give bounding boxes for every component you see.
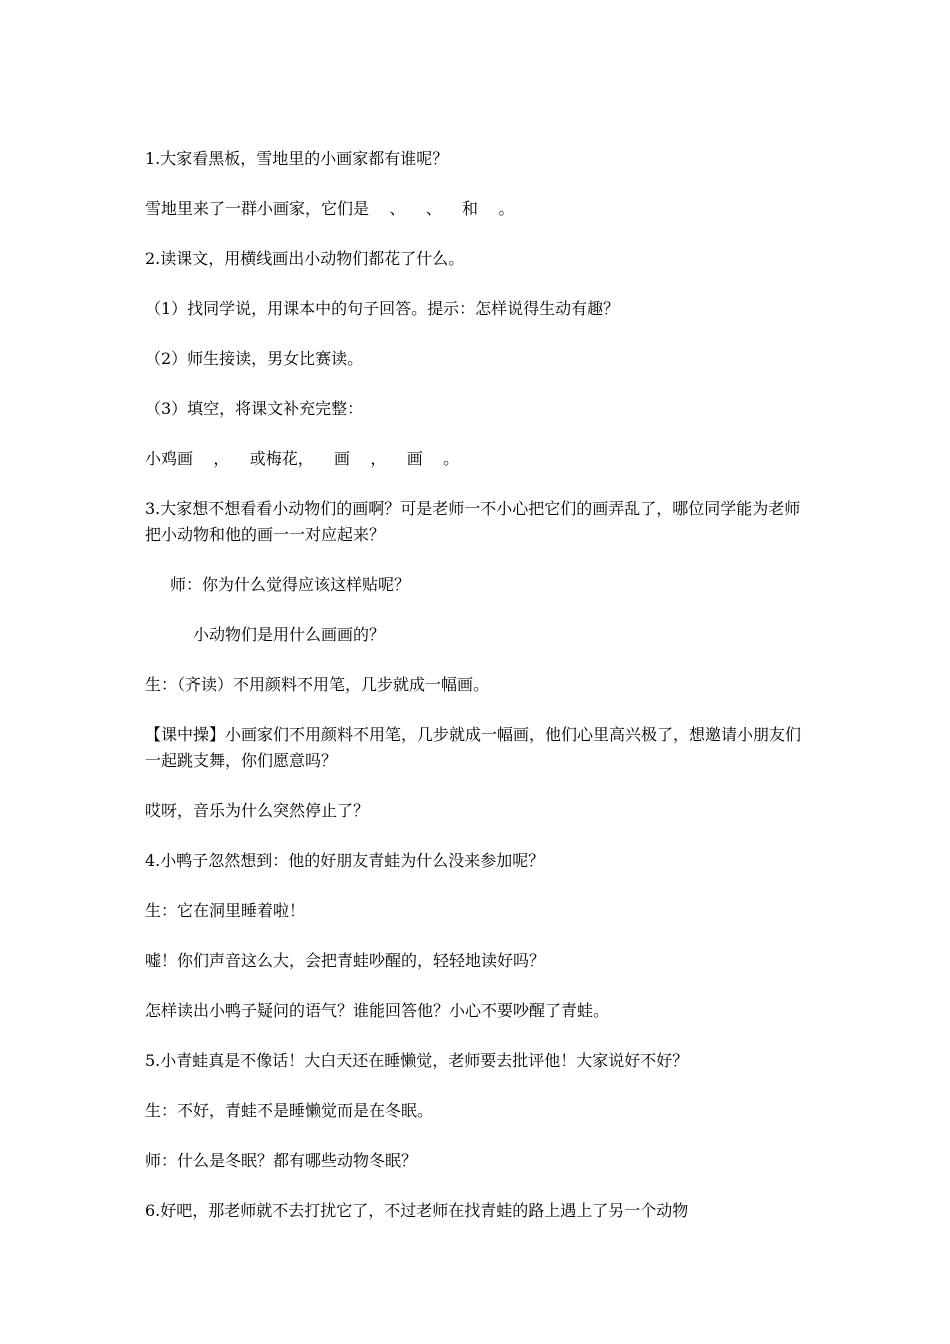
paragraph-step-1: （1）找同学说，用课本中的句子回答。提示：怎样说得生动有趣？ (145, 299, 620, 318)
paragraph-q1: 1.大家看黑板，雪地里的小画家都有谁呢？ (145, 149, 449, 168)
paragraph-step-3: （3）填空，将课文补充完整： (145, 399, 364, 418)
paragraph-q2: 2.读课文，用横线画出小动物们都花了什么。 (145, 249, 465, 268)
paragraph-student-hibernate: 生：不好，青蛙不是睡懒觉而是在冬眠。 (145, 1101, 434, 1120)
paragraph-tool-question: 小动物们是用什么画画的？ (193, 625, 386, 644)
paragraph-q5: 5.小青蛙真是不像话！大白天还在睡懒觉，老师要去批评他！大家说好不好？ (145, 1051, 689, 1070)
paragraph-teacher-hibernate: 师：什么是冬眠？都有哪些动物冬眠？ (145, 1151, 418, 1170)
paragraph-tone: 怎样读出小鸭子疑问的语气？谁能回答他？小心不要吵醒了青蛙。 (145, 1001, 610, 1020)
paragraph-music-stop: 哎呀，音乐为什么突然停止了？ (145, 801, 370, 820)
paragraph-exercise: 【课中操】小画家们不用颜料不用笔，几步就成一幅画，他们心里高兴极了，想邀请小朋友们一起跳支舞，你们愿意吗？ (145, 725, 802, 770)
paragraph-fill-blanks: 小鸡画 ， 或梅花， 画 ， 画 。 (145, 449, 460, 468)
paragraph-blank-painters: 雪地里来了一群小画家，它们是 、 、 和 。 (145, 199, 515, 218)
document-page (145, 146, 815, 1248)
paragraph-student-sleep: 生：它在洞里睡着啦！ (145, 901, 306, 920)
paragraph-q4: 4.小鸭子忽然想到：他的好朋友青蛙为什么没来参加呢？ (145, 851, 545, 870)
paragraph-teacher-question: 师：你为什么觉得应该这样贴呢？ (170, 575, 411, 594)
paragraph-q3: 3.大家想不想看看小动物们的画啊？可是老师一不小心把它们的画弄乱了，哪位同学能为老师把小动物和他的画一一对应起来？ (145, 499, 801, 544)
paragraph-q6: 6.好吧，那老师就不去打扰它了，不过老师在找青蛙的路上遇上了另一个动物 (145, 1201, 689, 1220)
paragraph-quiet-read: 嘘！你们声音这么大，会把青蛙吵醒的，轻轻地读好吗？ (145, 951, 546, 970)
paragraph-step-2: （2）师生接读，男女比赛读。 (145, 349, 364, 368)
paragraph-student-read: 生：（齐读）不用颜料不用笔，几步就成一幅画。 (145, 675, 490, 694)
